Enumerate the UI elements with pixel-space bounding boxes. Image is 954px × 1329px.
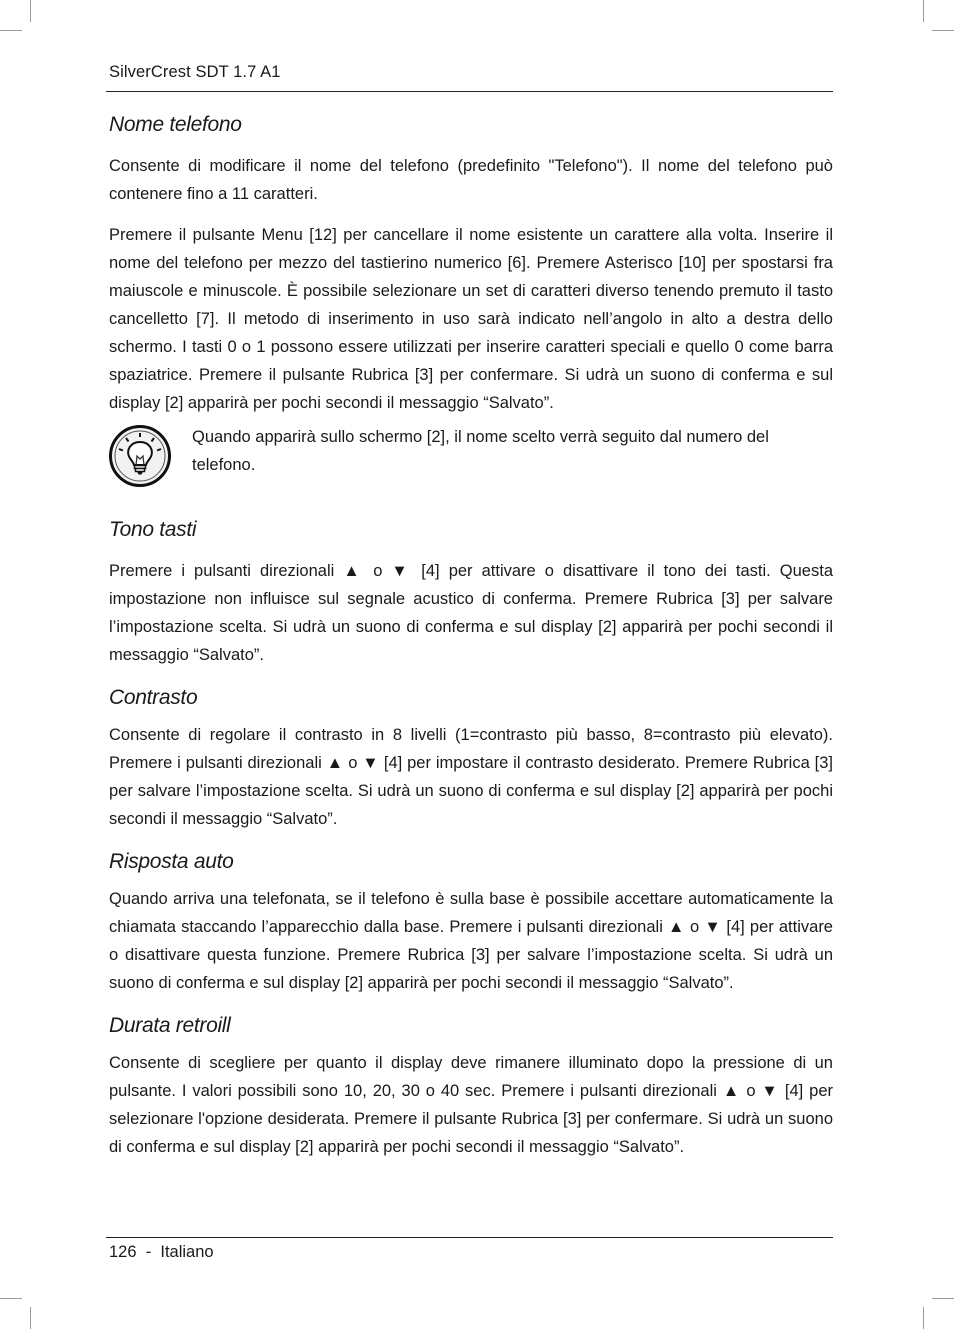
crop-mark (932, 1298, 954, 1299)
section-durata-retroill (109, 1011, 833, 1161)
crop-mark (0, 1298, 22, 1299)
section-risposta-auto (109, 847, 833, 997)
paragraph: Premere il pulsante Menu [12] per cancellare il nome esistente un carattere alla volta. Inserire il nome del telefono per mezzo del tastierino numerico [6]. Premere Asterisco [10] per spostarsi fra maiuscole e minuscole. È possibile selezionare un set di caratteri diverso tenendo premuto il tasto cancelletto [7]. Il metodo di inserimento in uso sarà indicato nell’angolo in alto a destra dello schermo. I tasti 0 o 1 possono essere utilizzati per inserire caratteri speciali e quello 0 come barra spaziatrice. Premere il pulsante Rubrica [3] per confermare. Si udrà un suono di conferma e sul display [2] apparirà per pochi secondi il messaggio “Salvato”. (109, 226, 833, 412)
crop-mark (932, 30, 954, 31)
lightbulb-icon (109, 425, 173, 489)
section-title: Contrasto (109, 686, 198, 709)
section-contrasto (109, 683, 833, 833)
section-title: Risposta auto (109, 850, 234, 873)
note-box (109, 425, 833, 489)
page-header-title: SilverCrest SDT 1.7 A1 (109, 63, 281, 81)
crop-mark (0, 30, 22, 31)
page-footer: 126 - Italiano (109, 1243, 214, 1261)
page-content (109, 110, 833, 1161)
section-nome-telefono (109, 110, 833, 489)
crop-mark (30, 1307, 31, 1329)
paragraph: Consente di modificare il nome del telefono (predefinito "Telefono"). Il nome del telefono può contenere fino a 11 caratteri. (109, 157, 833, 203)
paragraph: Consente di regolare il contrasto in 8 livelli (1=contrasto più basso, 8=contrasto più elevato). Premere i pulsanti direzionali ▲ o ▼ [4] per impostare il contrasto desiderato. Premere Rubrica [3] per salvare l’impostazione scelta. Si udrà un suono di conferma e sul display [2] apparirà per pochi secondi il messaggio “Salvato”. (109, 726, 833, 828)
crop-mark (30, 0, 31, 22)
section-title: Tono tasti (109, 518, 197, 541)
crop-mark (923, 0, 924, 22)
paragraph: Quando arriva una telefonata, se il telefono è sulla base è possibile accettare automaticamente la chiamata staccando l’apparecchio dalla base. Premere i pulsanti direzionali ▲ o ▼ [4] per attivare o disattivare questa funzione. Premere Rubrica [3] per salvare l’impostazione scelta. Si udrà un suono di conferma e sul display [2] apparirà per pochi secondi il messaggio “Salvato”. (109, 890, 833, 992)
header-rule (106, 91, 833, 92)
section-title: Nome telefono (109, 113, 242, 136)
note-text: Quando apparirà sullo schermo [2], il nome scelto verrà seguito dal numero del telefono. (192, 428, 769, 474)
paragraph: Premere i pulsanti direzionali ▲ o ▼ [4] per attivare o disattivare il tono dei tasti. Questa impostazione non influisce sul segnale acustico di conferma. Premere Rubrica [3] per salvare l’impostazione scelta. Si udrà un suono di conferma e sul display [2] apparirà per pochi secondi il messaggio “Salvato”. (109, 562, 833, 664)
crop-mark (923, 1307, 924, 1329)
footer-rule (106, 1237, 833, 1238)
section-title: Durata retroill (109, 1014, 231, 1037)
section-tono-tasti (109, 515, 833, 669)
paragraph: Consente di scegliere per quanto il display deve rimanere illuminato dopo la pressione di un pulsante. I valori possibili sono 10, 20, 30 o 40 sec. Premere i pulsanti direzionali ▲ o ▼ [4] per selezionare l'opzione desiderata. Premere il pulsante Rubrica [3] per confermare. Si udrà un suono di conferma e sul display [2] apparirà per pochi secondi il messaggio “Salvato”. (109, 1054, 833, 1156)
